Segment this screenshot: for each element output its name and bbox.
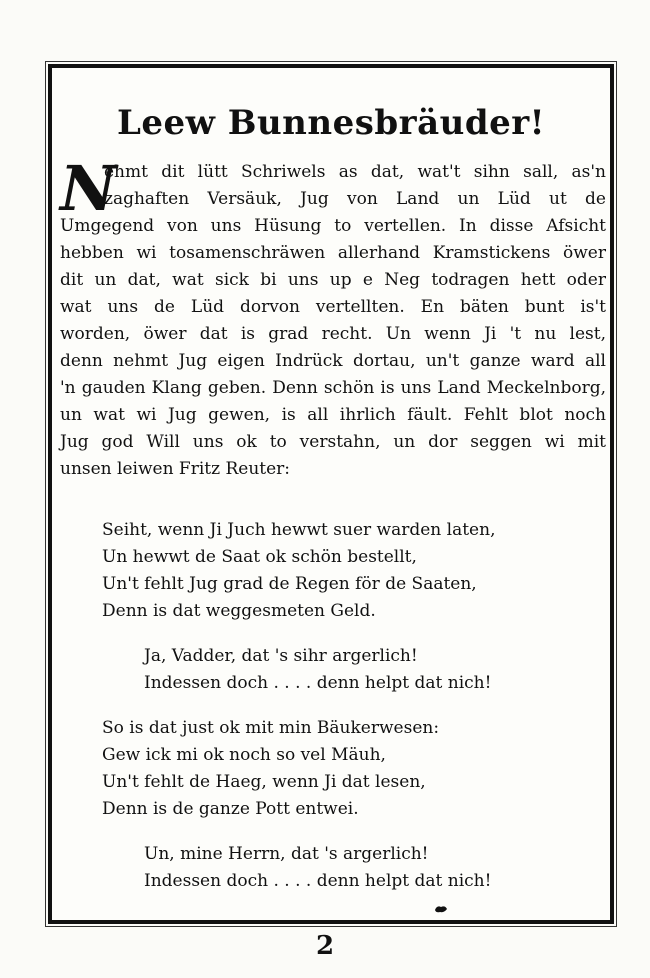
verse-line: So is dat just ok mit min Bäukerwesen: <box>102 718 440 738</box>
text-line: unsen leiwen Fritz Reuter: <box>60 459 291 479</box>
page-frame <box>48 64 614 924</box>
verse-line: Denn is de ganze Pott entwei. <box>102 799 359 819</box>
page-number: 2 <box>315 931 335 961</box>
verse-line: Indessen doch . . . . denn helpt dat nich! <box>144 871 492 891</box>
text-line: hebben wi tosamenschräwen allerhand Kramstickens öwer <box>60 243 606 263</box>
verse-line: Gew ick mi ok noch so vel Mäuh, <box>102 745 386 765</box>
text-line: Jug god Will uns ok to verstahn, un dor seggen wi mit <box>60 432 606 452</box>
text-line: un wat wi Jug gewen, is all ihrlich fäult. Fehlt blot noch <box>60 405 606 425</box>
verse-line: Indessen doch . . . . denn helpt dat nich! <box>144 673 492 693</box>
text-line: denn nehmt Jug eigen Indrück dortau, un't ganze ward all <box>60 351 606 371</box>
text-line: worden, öwer dat is grad recht. Un wenn Ji 't nu lest, <box>60 324 606 344</box>
verse-line: Un't fehlt Jug grad de Regen för de Saaten, <box>102 574 477 594</box>
text-line: Umgegend von uns Hüsung to vertellen. In disse Afsicht <box>60 216 606 236</box>
drop-cap: N <box>60 152 117 225</box>
page-title: Leew Bunnesbräuder! <box>116 103 546 143</box>
verse-line: Seiht, wenn Ji Juch hewwt suer warden laten, <box>102 520 496 540</box>
text-line: dit un dat, wat sick bi uns up e Neg todragen hett oder <box>60 270 606 290</box>
verse-line: Ja, Vadder, dat 's sihr argerlich! <box>144 646 418 666</box>
verse-line: Un't fehlt de Haeg, wenn Ji dat lesen, <box>102 772 426 792</box>
text-line: 'n gauden Klang geben. Denn schön is uns Land Meckelnborg, <box>60 378 606 398</box>
ink-blot-decoration <box>434 904 448 914</box>
text-line: zaghaften Versäuk, Jug von Land un Lüd ut de <box>104 189 606 209</box>
verse-line: Denn is dat weggesmeten Geld. <box>102 601 376 621</box>
text-line: wat uns de Lüd dorvon vertellten. En bäten bunt is't <box>60 297 606 317</box>
verse-line: Un, mine Herrn, dat 's argerlich! <box>144 844 429 864</box>
verse-line: Un hewwt de Saat ok schön bestellt, <box>102 547 417 567</box>
text-line: ehmt dit lütt Schriwels as dat, wat't sihn sall, as'n <box>104 162 606 182</box>
